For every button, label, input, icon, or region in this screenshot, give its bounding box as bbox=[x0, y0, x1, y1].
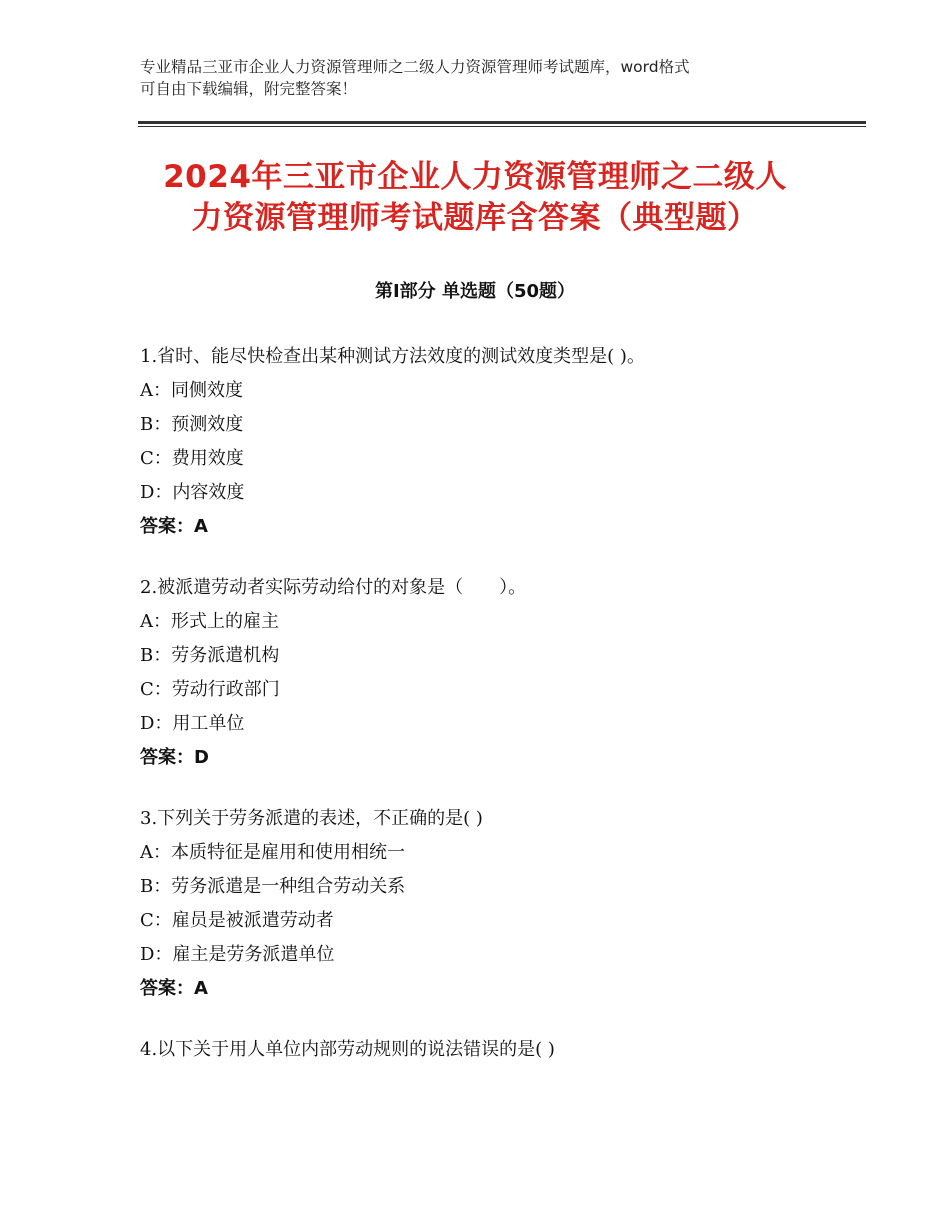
question-stem: 2.被派遣劳动者实际劳动给付的对象是（ ）。 bbox=[140, 577, 527, 598]
document-title-line-2: 力资源管理师考试题库含答案（典型题） bbox=[191, 200, 759, 236]
option-c: C：劳动行政部门 bbox=[140, 679, 280, 700]
question-list bbox=[140, 340, 860, 1094]
option-a: A：形式上的雇主 bbox=[140, 611, 279, 632]
question-1 bbox=[140, 340, 860, 544]
option-c: C：费用效度 bbox=[140, 448, 244, 469]
option-b: B：劳务派遣机构 bbox=[140, 645, 280, 666]
option-d: D：雇主是劳务派遣单位 bbox=[140, 944, 335, 965]
option-b: B：预测效度 bbox=[140, 414, 244, 435]
section-title: 第Ⅰ部分 单选题（50题） bbox=[374, 281, 575, 302]
option-d: D：内容效度 bbox=[140, 482, 245, 503]
header-divider-thin bbox=[138, 126, 866, 127]
option-d: D：用工单位 bbox=[140, 713, 245, 734]
question-3 bbox=[140, 802, 860, 1006]
option-c: C：雇员是被派遣劳动者 bbox=[140, 910, 334, 931]
question-stem: 4.以下关于用人单位内部劳动规则的说法错误的是( ) bbox=[140, 1039, 555, 1060]
option-b: B：劳务派遣是一种组合劳动关系 bbox=[140, 876, 406, 897]
question-stem: 3.下列关于劳务派遣的表述，不正确的是( ) bbox=[140, 808, 483, 829]
question-stem: 1.省时、能尽快检查出某种测试方法效度的测试效度类型是( )。 bbox=[140, 346, 645, 367]
header-divider-thick bbox=[138, 121, 866, 124]
header-note-line-2: 可自由下载编辑，附完整答案！ bbox=[140, 80, 358, 98]
document-title bbox=[120, 157, 830, 239]
question-2 bbox=[140, 571, 860, 775]
answer: 答案：D bbox=[140, 747, 209, 768]
header-note-line-1: 专业精品三亚市企业人力资源管理师之二级人力资源管理师考试题库，word格式 bbox=[140, 58, 690, 76]
option-a: A：同侧效度 bbox=[140, 380, 243, 401]
option-a: A：本质特征是雇用和使用相统一 bbox=[140, 842, 405, 863]
question-4 bbox=[140, 1033, 860, 1067]
header-note bbox=[140, 56, 820, 100]
answer: 答案：A bbox=[140, 516, 208, 537]
answer: 答案：A bbox=[140, 978, 208, 999]
document-title-line-1: 2024年三亚市企业人力资源管理师之二级人 bbox=[163, 159, 787, 195]
